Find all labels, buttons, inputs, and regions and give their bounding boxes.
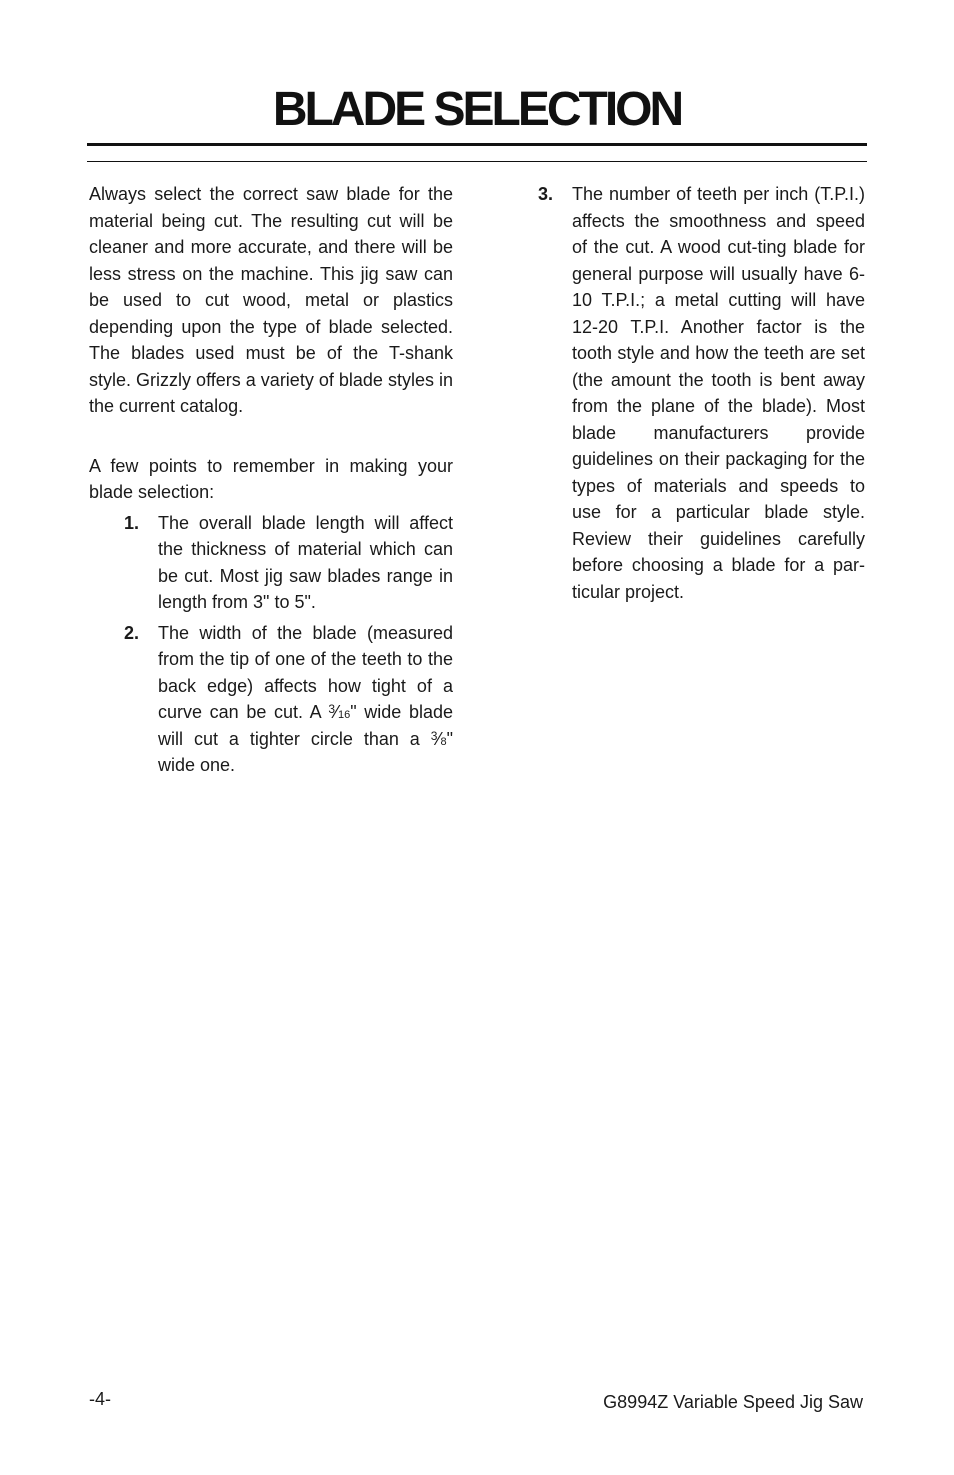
fraction-numerator: 3: [328, 702, 335, 716]
title-rule-thin: [87, 161, 867, 162]
list-text: The number of teeth per inch (T.P.I.) affects the smoothness and speed of the cut. A wood cut-ting blade for general purpose will usually have 6-10 T.P.I.; a metal cutting will have 12-20 T.P.I. Another factor is the tooth style and how the teeth are set (the amount the tooth is bent away from the plane of the blade). Most blade manufacturers provide guidelines on their packaging for the types of materials and speeds to use for a particular blade style. Review their guidelines carefully before choosing a blade for a par-ticular project.: [572, 184, 865, 602]
manual-title: G8994Z Variable Speed Jig Saw: [603, 1392, 863, 1412]
blade-points-list-continued: [538, 181, 865, 605]
list-text-part: The width of the blade (measured from the tip of one of the teeth to the back edge) affects how tight of a curve can be cut. A: [158, 622, 453, 722]
list-text: The overall blade length will affect the thickness of material which can be cut. Most jig saw blades range in length from 3" to 5".: [158, 512, 453, 612]
list-number: 3.: [538, 184, 554, 204]
right-column: [538, 181, 865, 609]
list-item-1: [124, 510, 453, 616]
fraction-denominator: 16: [338, 709, 351, 721]
page-number: -4-: [89, 1389, 111, 1409]
left-column: [89, 181, 453, 783]
list-item-3: [538, 181, 865, 605]
list-number: 2.: [124, 622, 140, 643]
page-title: BLADE SELECTION: [272, 83, 682, 136]
list-text-part: " wide one.: [158, 728, 453, 775]
list-text: The width of the blade (measured from the tip of one of the teeth to the back edge) affects how tight of a curve can be cut. A $^3$⁄16" wide blade will cut a tighter circle than a $^3$⁄8" wide one.: [158, 622, 453, 775]
list-intro-paragraph: A few points to remember in making your blade selection:: [89, 455, 453, 502]
title-rule: [87, 143, 867, 146]
list-text-part: " wide blade will cut a tighter circle than a: [158, 702, 453, 749]
list-number: 1.: [124, 512, 140, 533]
fraction-denominator: 8: [440, 735, 447, 748]
intro-paragraph: Always select the correct saw blade for the material being cut. The resulting cut will be cleaner and more accurate, and there will be less stress on the machine. This jig saw can be used to cut wood, metal or plastics depending upon the type of blade selected. The blades used must be of the T-shank style. Grizzly offers a variety of blade styles in the current catalog.: [89, 184, 453, 416]
blade-points-list: [124, 510, 453, 779]
fraction-numerator: 3: [430, 728, 438, 743]
list-item-2: [124, 620, 453, 779]
